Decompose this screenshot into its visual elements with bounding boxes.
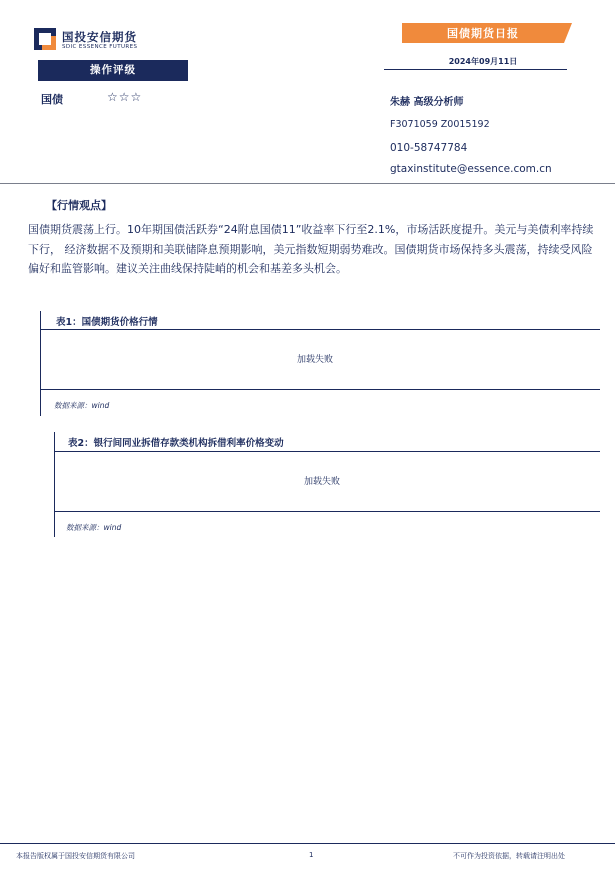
table1-load-failed: 加载失败 (297, 355, 334, 365)
table1-top-rule (40, 329, 600, 330)
rating-stars: ☆☆☆ (107, 90, 143, 104)
section-title: 【行情观点】 (46, 199, 112, 212)
product-name: 国债 (41, 93, 63, 106)
footer-disclaimer: 不可作为投资依据，转载请注明出处 (453, 852, 565, 860)
table1-source: 数据来源：wind (54, 401, 110, 410)
table2-source: 数据来源：wind (66, 523, 122, 532)
table1-bracket (40, 311, 41, 416)
rating-label-bar: 操作评级 (38, 60, 188, 79)
analyst-name: 朱赫 高级分析师 (390, 97, 464, 108)
analyst-license: F3071059 Z0015192 (390, 119, 490, 130)
market-commentary: 国债期货震荡上行。10年期国债活跃券“24附息国债11”收益率下行至2.1%，市场活跃度提升。美元与美债利率持续下行， 经济数据不及预期和美联储降息预期影响，美元指数短期弱势难改。国债期货市场保持多头震荡，持续受风险偏好和监管影响。建议关注曲线保持陡峭的机会和基差多头机会。 (28, 223, 594, 275)
section-divider (0, 183, 615, 184)
page-number: 1 (309, 851, 314, 859)
table2-load-failed: 加载失败 (304, 477, 341, 487)
logo-english-name: SDIC ESSENCE FUTURES (62, 44, 138, 50)
table1-title: 表1：国债期货价格行情 (56, 317, 158, 328)
table2-top-rule (54, 451, 600, 452)
analyst-phone: 010-58747784 (390, 142, 468, 154)
company-logo-icon (34, 28, 56, 50)
table1-bottom-rule (40, 389, 600, 390)
analyst-email[interactable]: gtaxinstitute@essence.com.cn (390, 163, 552, 175)
table2-bottom-rule (54, 511, 600, 512)
footer-copyright: 本报告版权属于国投安信期货有限公司 (16, 852, 135, 860)
table2-title: 表2：银行间同业拆借存款类机构拆借利率价格变动 (68, 438, 284, 449)
rating-divider (38, 79, 188, 81)
logo-chinese-name: 国投安信期货 (62, 30, 137, 44)
header-divider (384, 69, 567, 70)
report-type-banner: 国债期货日报 (402, 23, 564, 43)
footer-divider (0, 843, 615, 844)
table2-bracket (54, 432, 55, 537)
report-date: 2024年09月11日 (448, 57, 518, 66)
